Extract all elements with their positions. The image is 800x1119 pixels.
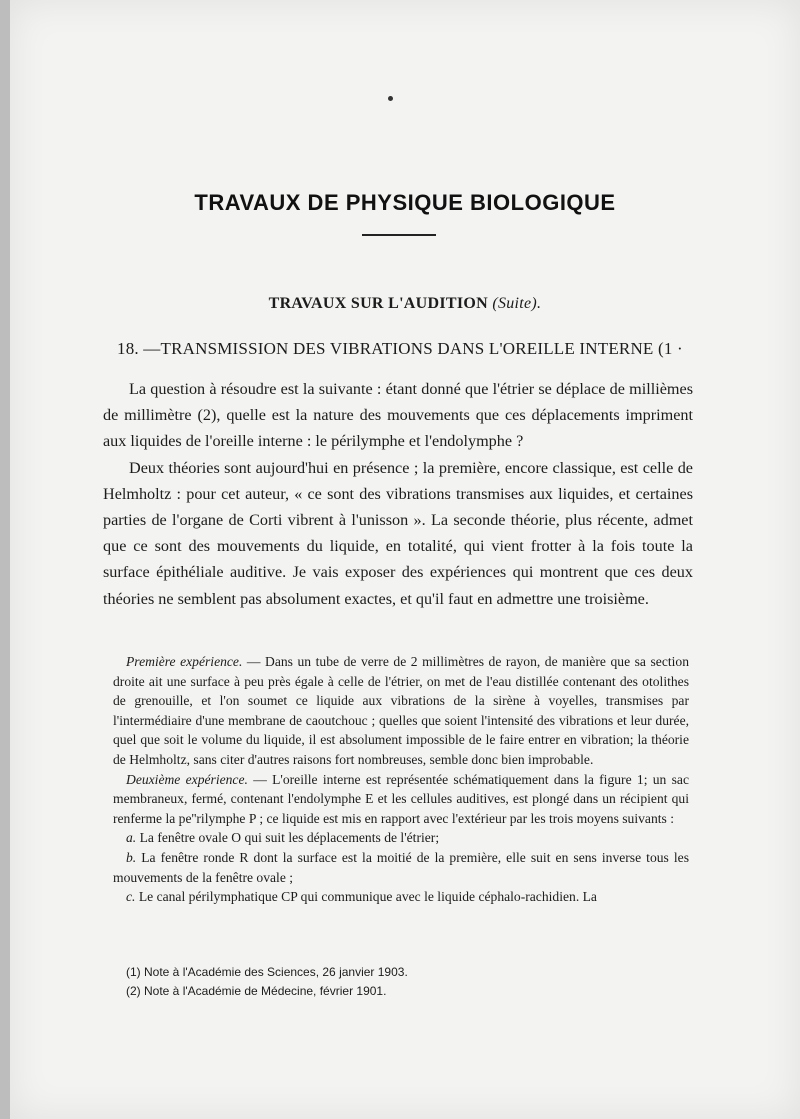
paragraph: La question à résoudre est la suivante : étant donné que l'étrier se déplace de millièmes de millimètre (2), quelle est la nature des mouvements que ces déplacements impriment aux liquides de l'oreille interne : le périlymphe et l'endolymphe ? bbox=[103, 380, 693, 451]
item-letter: b. bbox=[126, 849, 137, 865]
subtitle bbox=[10, 295, 800, 313]
body-text bbox=[103, 376, 693, 612]
experiment-2-text: — L'oreille interne est représentée schématiquement dans la figure 1; un sac membraneux, fermé, contenant l'endolymphe E et les cellules auditives, est plongé dans un récipient qui renferme la pe''rilymphe P ; ce liquide est mis en rapport avec l'extérieur par les trois moyens suivants : bbox=[113, 771, 689, 826]
experiments-section bbox=[113, 652, 689, 907]
footnotes bbox=[126, 963, 686, 1001]
item-text: La fenêtre ovale O qui suit les déplacements de l'étrier; bbox=[136, 830, 440, 846]
subtitle-text: TRAVAUX SUR L'AUDITION bbox=[268, 295, 488, 312]
ink-dot bbox=[388, 96, 393, 101]
section-heading: 18. —TRANSMISSION DES VIBRATIONS DANS L'OREILLE INTERNE (1 · bbox=[117, 339, 683, 358]
list-item bbox=[113, 828, 689, 848]
item-text: Le canal périlymphatique CP qui communique avec le liquide céphalo-rachidien. La bbox=[135, 889, 597, 905]
experiment-1 bbox=[113, 652, 689, 770]
item-text: La fenêtre ronde R dont la surface est la moitié de la première, elle suit en sens inverse tous les mouvements de la fenêtre ovale ; bbox=[113, 849, 689, 885]
footnote: (1) Note à l'Académie des Sciences, 26 janvier 1903. bbox=[126, 965, 408, 979]
experiment-2-label: Deuxième expérience. bbox=[126, 771, 248, 787]
document-page bbox=[10, 0, 800, 1119]
page-title: TRAVAUX DE PHYSIQUE BIOLOGIQUE bbox=[194, 190, 616, 215]
list-item bbox=[113, 887, 689, 907]
title-divider bbox=[362, 234, 436, 236]
item-letter: c. bbox=[126, 889, 136, 905]
experiment-1-text: — Dans un tube de verre de 2 millimètres de rayon, de manière que sa section droite ait une surface à peu près égale à celle de l'étrier, on met de l'eau distillée contenant des otolithes de grenouille, et l'on soumet ce liquide aux vibrations de la sirène à voyelles, transmises par l'intermédiaire d'une membrane de caoutchouc ; quelles que soient l'intensité des vibrations et leur durée, quel que soit le volume du liquide, il est absolument impossible de le faire entrer en vibration; la théorie de Helmholtz, sans citer d'autres raisons fort nombreuses, semble donc bien improbable. bbox=[113, 654, 690, 767]
list-item bbox=[113, 848, 689, 887]
footnote: (2) Note à l'Académie de Médecine, février 1901. bbox=[126, 984, 387, 998]
experiment-2 bbox=[113, 770, 689, 829]
item-letter: a. bbox=[126, 830, 137, 846]
paragraph: Deux théories sont aujourd'hui en présence ; la première, encore classique, est celle de Helmholtz : pour cet auteur, « ce sont des vibrations transmises aux liquides, et certaines parties de l'organe de Corti vibrent à l'unisson ». La seconde théorie, plus récente, admet que ce sont des mouvements du liquide, en totalité, qui vient frotter à la fois toute la surface épithéliale auditive. Je vais exposer des expériences qui montrent que ces deux théories ne semblent pas absolument exactes, et qu'il faut en admettre une troisième. bbox=[103, 458, 693, 608]
experiment-1-label: Première expérience. bbox=[126, 654, 243, 669]
subtitle-suffix: (Suite). bbox=[492, 295, 542, 312]
